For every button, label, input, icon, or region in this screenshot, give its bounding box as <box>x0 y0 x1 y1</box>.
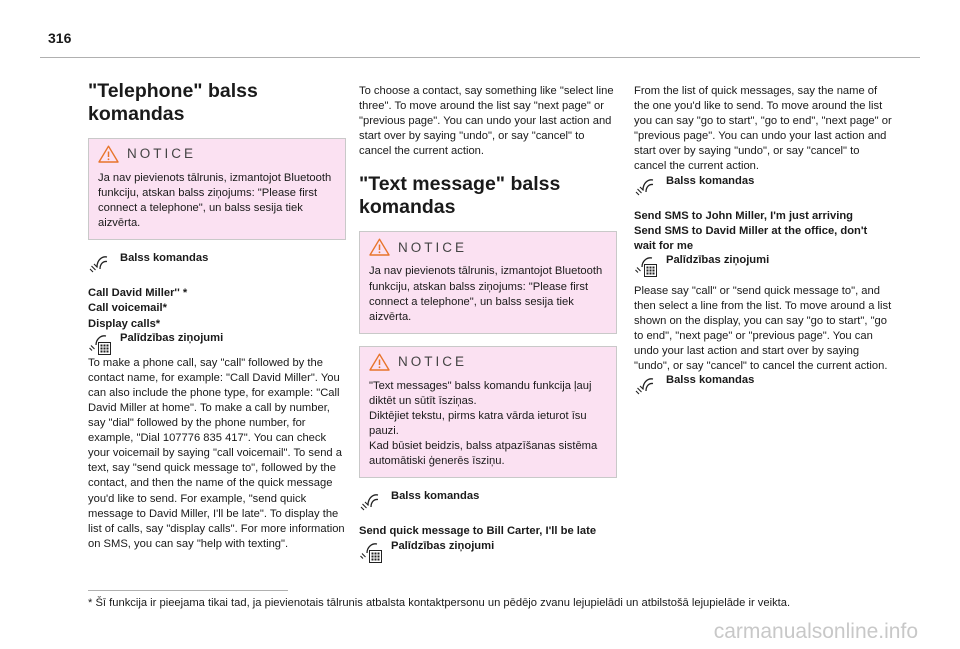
column-2 <box>359 84 617 564</box>
voice-commands-label: Balss komandas <box>391 490 480 503</box>
help-text: To make a phone call, say "call" followed by the contact name, for example: "Call David Miller". You can also include the phone type, for example: "Call David Miller at home". To make a call by number, say "dial" followed by the phone number, for example, "Dial 107776 835 417". You can check your voicemail by saying "call voicemail". To send a text, say "send quick message to", followed by the contact, and then the name of the quick message you'd like to send. For example, "send quick message to David Miller, I'll be late". To display the list of calls, say "display calls". For more information on SMS, you can say "help with texting". <box>88 356 345 550</box>
footnote-divider <box>88 590 288 591</box>
help-messages-label: Palīdzības ziņojumi <box>391 539 495 552</box>
warning-triangle-icon <box>98 145 119 163</box>
top-divider <box>40 57 920 58</box>
voice-command-icon <box>88 252 112 276</box>
command-send-sms-2: Send SMS to David Miller at the office, don't wait for me <box>634 224 868 252</box>
column-1 <box>88 80 346 552</box>
notice-text-line-2: Diktējiet tekstu, pirms katra vārda ieturot īsu pauzi. <box>369 410 587 438</box>
notice-title: NOTICE <box>398 354 468 370</box>
intro-text: To choose a contact, say something like "select line three". To move around the list say "next page" or "previous page". You can undo your last action and start over by saying "undo", or say "cancel" to cancel the current action. <box>359 85 614 158</box>
notice-box-2 <box>359 346 617 479</box>
command-send-quick-message: Send quick message to Bill Carter, I'll be late <box>359 525 597 538</box>
notice-box-1 <box>359 231 617 333</box>
voice-commands-label: Balss komandas <box>666 174 755 187</box>
watermark: carmanualsonline.info <box>713 620 918 643</box>
notice-title: NOTICE <box>398 239 468 255</box>
help-messages-row <box>359 540 617 564</box>
help-message-icon <box>359 540 383 564</box>
command-display-calls: Display calls* <box>88 317 161 330</box>
voice-command-icon <box>634 374 658 398</box>
notice-text-line-1: "Text messages" balss komandu funkcija ļauj diktēt un sūtīt īsziņas. <box>369 379 592 407</box>
command-call-contact: Call David Miller'' * <box>88 287 188 300</box>
section-heading-text-message: "Text message" balss komandas <box>359 173 561 219</box>
help-messages-row <box>634 254 892 278</box>
voice-commands-row <box>359 490 617 514</box>
help-messages-label: Palīdzības ziņojumi <box>666 253 770 266</box>
voice-command-icon <box>634 175 658 199</box>
voice-commands-label: Balss komandas <box>120 252 209 265</box>
voice-commands-row <box>634 175 892 199</box>
footnote: * Šī funkcija ir pieejama tikai tad, ja pievienotais tālrunis atbalsta kontaktpersonu un pēdējo zvanu lejupielādi un atbilstošā lejupielāde ir veikta. <box>88 597 791 609</box>
voice-commands-row <box>88 252 346 276</box>
section-heading-telephone: "Telephone" balss komandas <box>88 80 258 125</box>
notice-title: NOTICE <box>127 146 197 162</box>
voice-command-icon <box>359 490 383 514</box>
help-message-icon <box>88 332 112 356</box>
help-message-icon <box>634 254 658 278</box>
intro-text: From the list of quick messages, say the name of the one you'd like to send. To move around the list you can say "go to start", "go to end", "next page" or "previous page". You can undo your last action and start over by saying "undo", or say "cancel" to cancel the current action. <box>634 85 892 173</box>
voice-commands-label: Balss komandas <box>666 374 755 387</box>
page-number: 316 <box>48 30 72 46</box>
help-messages-label: Palīdzības ziņojumi <box>120 331 224 344</box>
command-call-voicemail: Call voicemail* <box>88 302 167 315</box>
notice-text: Ja nav pievienots tālrunis, izmantojot Bluetooth funkciju, atskan balss ziņojums: "Please first connect a telephone", un balss sesija tiek aizvērta. <box>98 172 332 230</box>
voice-commands-row-2 <box>634 374 892 398</box>
notice-box <box>88 138 346 240</box>
warning-triangle-icon <box>369 238 390 256</box>
help-messages-row <box>88 332 346 356</box>
help-text: Please say "call" or "send quick message to", and then select a line from the list. To move around a list shown on the display, you can say "go to start", "go to end", "next page" or "previous page". You can undo your last action and start over by saying "undo", or say "cancel" to cancel the current action. <box>634 284 892 373</box>
notice-text: Ja nav pievienots tālrunis, izmantojot Bluetooth funkciju, atskan balss ziņojums: "Please first connect a telephone", un balss sesija tiek aizvērta. <box>369 265 603 323</box>
warning-triangle-icon <box>369 353 390 371</box>
command-send-sms-1: Send SMS to John Miller, I'm just arriving <box>634 209 853 222</box>
notice-text-line-3: Kad būsiet beidzis, balss atpazīšanas sistēma automātiski ģenerēs īsziņu. <box>369 440 598 468</box>
column-3 <box>634 84 892 398</box>
